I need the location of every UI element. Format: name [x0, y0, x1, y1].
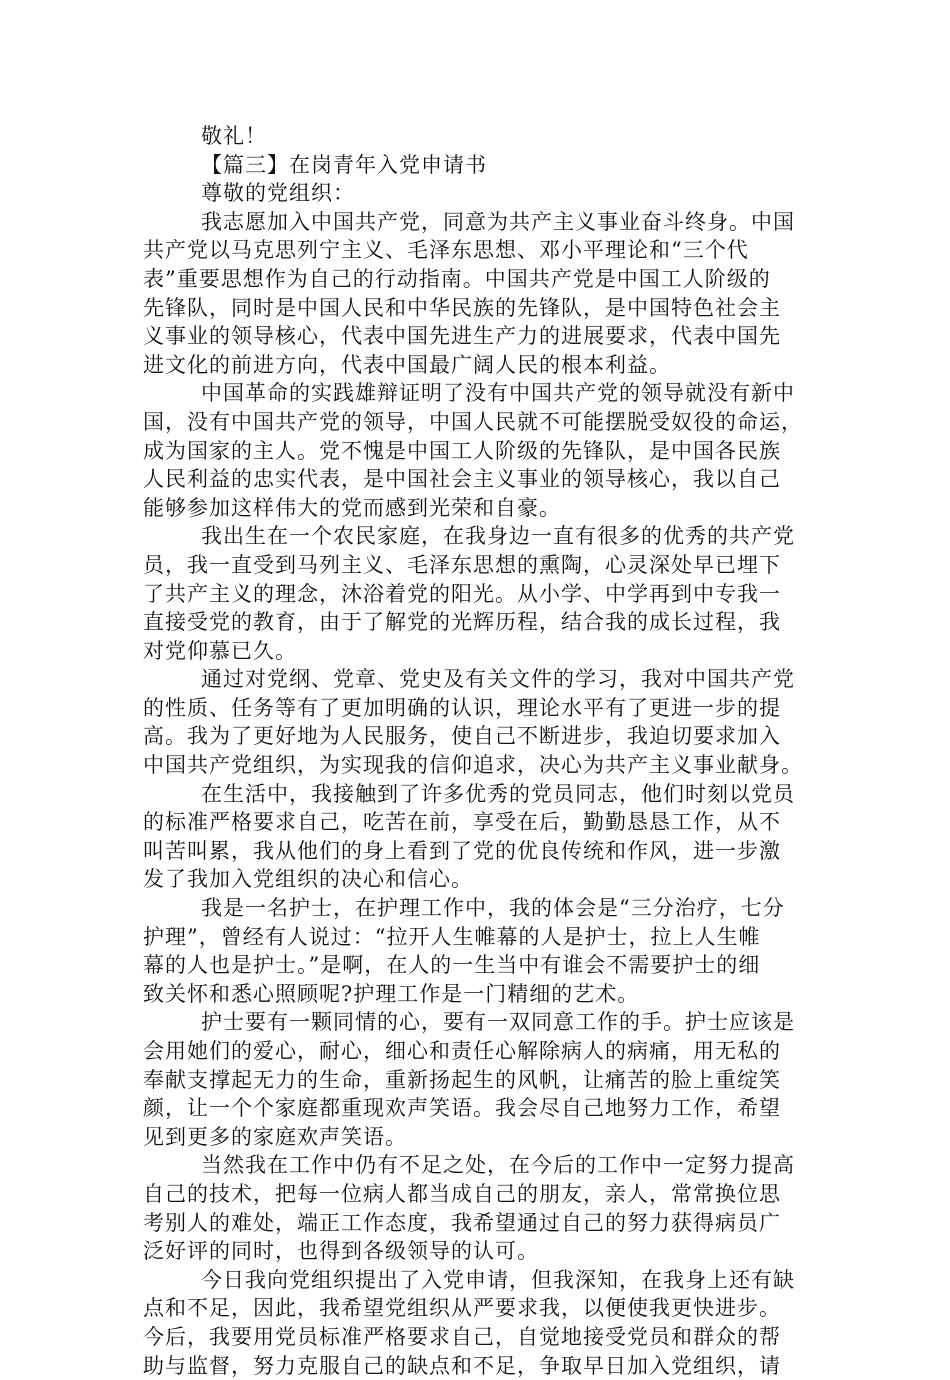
paragraph-line: 的性质、任务等有了更加明确的认识，理论水平有了更进一步的提 — [143, 695, 781, 720]
paragraph — [143, 522, 805, 665]
paragraph-line: 自己的技术，把每一位病人都当成自己的朋友，亲人，常常换位思 — [143, 1181, 781, 1206]
paragraph-line: 进文化的前进方向，代表中国最广阔人民的根本利益。 — [143, 352, 671, 377]
paragraph — [143, 379, 805, 522]
paragraph — [143, 780, 805, 894]
paragraph-line: 颜，让一个个家庭都重现欢声笑语。我会尽自己地努力工作，希望 — [143, 1096, 781, 1121]
paragraph-line: 见到更多的家庭欢声笑语。 — [143, 1124, 407, 1149]
paragraph-line: 今日我向党组织提出了入党申请，但我深知，在我身上还有缺 — [201, 1267, 795, 1292]
paragraph-line: 共产党以马克思列宁主义、毛泽东思想、邓小平理论和“三个代 — [143, 238, 749, 263]
paragraph-line: 中国革命的实践雄辩证明了没有中国共产党的领导就没有新中 — [201, 381, 795, 406]
closing-line: 敬礼！ — [201, 124, 267, 148]
paragraph-line: 高。我为了更好地为人民服务，使自己不断进步，我迫切要求加入 — [143, 724, 781, 749]
section-title: 【篇三】在岗青年入党申请书 — [201, 152, 487, 177]
paragraph-line: 泛好评的同时，也得到各级领导的认可。 — [143, 1239, 539, 1264]
paragraph-line: 了共产主义的理念，沐浴着党的阳光。从小学、中学再到中专我一 — [143, 581, 781, 606]
paragraph-line: 的标准严格要求自己，吃苦在前，享受在后，勤勤恳恳工作，从不 — [143, 810, 781, 835]
paragraph-line: 在生活中，我接触到了许多优秀的党员同志，他们时刻以党员 — [201, 781, 795, 806]
paragraph — [143, 1008, 805, 1151]
paragraph-line: 我出生在一个农民家庭，在我身边一直有很多的优秀的共产党 — [201, 524, 795, 549]
paragraph — [143, 665, 805, 779]
paragraph-line: 员，我一直受到马列主义、毛泽东思想的熏陶，心灵深处早已埋下 — [143, 552, 781, 577]
paragraph-line: 义事业的领导核心，代表中国先进生产力的进展要求，代表中国先 — [143, 324, 781, 349]
salutation-line: 尊敬的党组织： — [201, 181, 355, 206]
paragraph-line: 对党仰慕已久。 — [143, 638, 297, 663]
paragraph-list — [143, 208, 805, 1380]
paragraph — [143, 1151, 805, 1265]
paragraph-line: 表”重要思想作为自己的行动指南。中国共产党是中国工人阶级的 — [143, 266, 771, 291]
paragraph-line: 我志愿加入中国共产党，同意为共产主义事业奋斗终身。中国 — [201, 209, 795, 234]
paragraph-line: 中国共产党组织，为实现我的信仰追求，决心为共产主义事业献身。 — [143, 753, 803, 778]
document-body — [143, 122, 805, 1380]
paragraph — [143, 1266, 805, 1380]
paragraph-line: 能够参加这样伟大的党而感到光荣和自豪。 — [143, 495, 561, 520]
paragraph-line: 人民利益的忠实代表，是中国社会主义事业的领导核心，我以自己 — [143, 467, 781, 492]
paragraph-line: 直接受党的教育，由于了解党的光辉历程，结合我的成长过程，我 — [143, 610, 781, 635]
paragraph-line: 通过对党纲、党章、党史及有关文件的学习，我对中国共产党 — [201, 667, 795, 692]
paragraph — [143, 894, 805, 1008]
paragraph-line: 考别人的难处，端正工作态度，我希望通过自己的努力获得病员广 — [143, 1210, 781, 1235]
paragraph-line: 奉献支撑起无力的生命，重新扬起生的风帆，让痛苦的脸上重绽笑 — [143, 1067, 781, 1092]
paragraph-line: 点和不足，因此，我希望党组织从严要求我，以便使我更快进步。 — [143, 1296, 781, 1321]
paragraph-line: 发了我加入党组织的决心和信心。 — [143, 867, 473, 892]
paragraph-line: 护士要有一颗同情的心，要有一双同意工作的手。护士应该是 — [201, 1010, 795, 1035]
paragraph-line: 叫苦叫累，我从他们的身上看到了党的优良传统和作风，进一步激 — [143, 838, 781, 863]
paragraph-line: 护理”，曾经有人说过：“拉开人生帷幕的人是护士，拉上人生帷 — [143, 924, 761, 949]
paragraph-line: 我是一名护士，在护理工作中，我的体会是“三分治疗，七分 — [201, 896, 785, 921]
paragraph-line: 当然我在工作中仍有不足之处，在今后的工作中一定努力提高 — [201, 1153, 795, 1178]
paragraph-line: 成为国家的主人。党不愧是中国工人阶级的先锋队，是中国各民族 — [143, 438, 781, 463]
paragraph-line: 幕的人也是护士。”是啊，在人的一生当中有谁会不需要护士的细 — [143, 953, 761, 978]
paragraph-line: 助与监督，努力克服自己的缺点和不足，争取早日加入党组织，请 — [143, 1353, 781, 1378]
paragraph-line: 会用她们的爱心，耐心，细心和责任心解除病人的病痛，用无私的 — [143, 1039, 781, 1063]
paragraph-line: 先锋队，同时是中国人民和中华民族的先锋队，是中国特色社会主 — [143, 295, 781, 320]
paragraph-line: 致关怀和悉心照顾呢?护理工作是一门精细的艺术。 — [143, 981, 640, 1006]
paragraph-line: 国，没有中国共产党的领导，中国人民就不可能摆脱受奴役的命运， — [143, 409, 803, 434]
paragraph — [143, 208, 805, 380]
paragraph-line: 今后，我要用党员标准严格要求自己，自觉地接受党员和群众的帮 — [143, 1324, 781, 1349]
